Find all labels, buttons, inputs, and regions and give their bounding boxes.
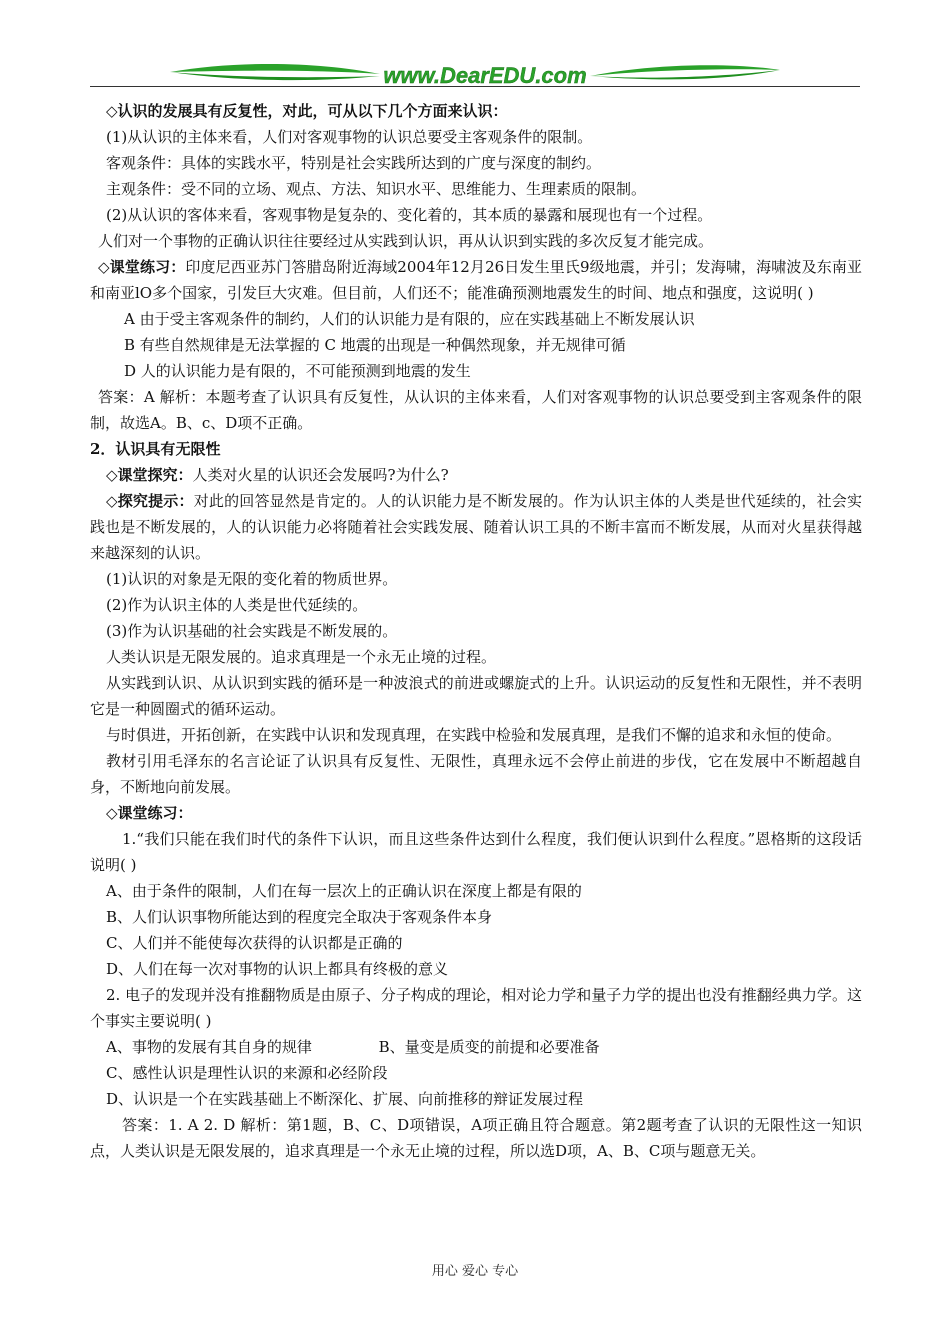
paragraph: (2)作为认识主体的人类是世代延续的。 [106,596,368,614]
question-1-option-d: D、人们在每一次对事物的认识上都具有终极的意义 [106,960,449,978]
exercise-paragraph: ◇课堂练习：印度尼西亚苏门答腊岛附近海域2004年12月26日发生里氏9级地震，并引；发海啸，海啸波及东南亚和南亚lO多个国家，引发巨大灾难。但目前，人们还不；能准确预测地震发生的时间、地点和强度，这说明( ) [90,258,862,302]
hint-paragraph: ◇探究提示：对此的回答显然是肯定的。人的认识能力是不断发展的。作为认识主体的人类是世代延续的，社会实践也是不断发展的，人的认识能力必将随着社会实践发展、随着认识工具的不断丰富而不断发展，从而对火星获得越来越深刻的认识。 [90,492,862,562]
document-body [90,98,862,1164]
paragraph: 从实践到认识、从认识到实践的循环是一种波浪式的前进或螺旋式的上升。认识运动的反复性和无限性，并不表明它是一种圆圈式的循环运动。 [90,674,862,718]
question-1-option-b: B、人们认识事物所能达到的程度完全取决于客观条件本身 [106,908,493,926]
header-rule [90,86,860,87]
paragraph-heading: ◇认识的发展具有反复性，对此，可从以下几个方面来认识： [106,102,508,120]
question-2: 2. 电子的发现并没有推翻物质是由原子、分子构成的理论，相对论力学和量子力学的提出也没有推翻经典力学。这个事实主要说明( ) [90,986,862,1030]
page-footer: 用心 爱心 专心 [431,1264,519,1279]
paragraph: (1)从认识的主体来看，人们对客观事物的认识总要受主客观条件的限制。 [106,128,593,146]
option-a: A 由于受主客观条件的制约，人们的认识能力是有限的，应在实践基础上不断发展认识 [124,310,695,328]
paragraph: 人们对一个事物的正确认识往往要经过从实践到认识，再从认识到实践的多次反复才能完成。 [98,232,714,250]
paragraph: (1)认识的对象是无限的变化着的物质世界。 [106,570,398,588]
question-2-option-ab: A、事物的发展有其自身的规律 B、量变是质变的前提和必要准备 [106,1038,600,1056]
answer-paragraph: 答案：1. A 2. D 解析：第1题，B、C、D项错误，A项正确且符合题意。第2题考查了认识的无限性这一知识点，人类认识是无限发展的，追求真理是一个永无止境的过程，所以选D项，A、B、C项与题意无关。 [90,1116,862,1160]
paragraph: (2)从认识的客体来看，客观事物是复杂的、变化着的，其本质的暴露和展现也有一个过程。 [106,206,713,224]
paragraph: 教材引用毛泽东的名言论证了认识具有反复性、无限性，真理永远不会停止前进的步伐，它在发展中不断超越自身，不断地向前发展。 [90,752,862,796]
section-heading: 2．认识具有无限性 [90,440,221,458]
paragraph: 主观条件：受不同的立场、观点、方法、知识水平、思维能力、生理素质的限制。 [106,180,647,198]
answer-paragraph: 答案：A 解析：本题考查了认识具有反复性，从认识的主体来看，人们对客观事物的认识总要受到主客观条件的限制，故选A。B、c、D项不正确。 [90,388,862,432]
option-bc: B 有些自然规律是无法掌握的 C 地震的出现是一种偶然现象，并无规律可循 [124,336,626,354]
question-1: 1.“我们只能在我们时代的条件下认识，而且这些条件达到什么程度，我们便认识到什么程度。”恩格斯的这段话说明( ) [90,830,862,874]
site-logo-text: www.DearEDU.com [383,63,587,88]
question-2-option-c: C、感性认识是理性认识的来源和必经阶段 [106,1064,388,1082]
option-d: D 人的认识能力是有限的，不可能预测到地震的发生 [124,362,471,380]
paragraph: 人类认识是无限发展的。追求真理是一个永无止境的过程。 [106,648,497,666]
explore-paragraph: ◇课堂探究：人类对火星的认识还会发展吗?为什么? [106,466,449,484]
question-1-option-a: A、由于条件的限制，人们在每一层次上的正确认识在深度上都是有限的 [106,882,582,900]
question-1-option-c: C、人们并不能使每次获得的认识都是正确的 [106,934,403,952]
exercise-heading: ◇课堂练习： [106,804,193,822]
paragraph: 与时俱进，开拓创新，在实践中认识和发现真理，在实践中检验和发展真理，是我们不懈的追求和永恒的使命。 [106,726,842,744]
paragraph: (3)作为认识基础的社会实践是不断发展的。 [106,622,398,640]
paragraph: 客观条件：具体的实践水平，特别是社会实践所达到的广度与深度的制约。 [106,154,602,172]
question-2-option-d: D、认识是一个在实践基础上不断深化、扩展、向前推移的辩证发展过程 [106,1090,584,1108]
